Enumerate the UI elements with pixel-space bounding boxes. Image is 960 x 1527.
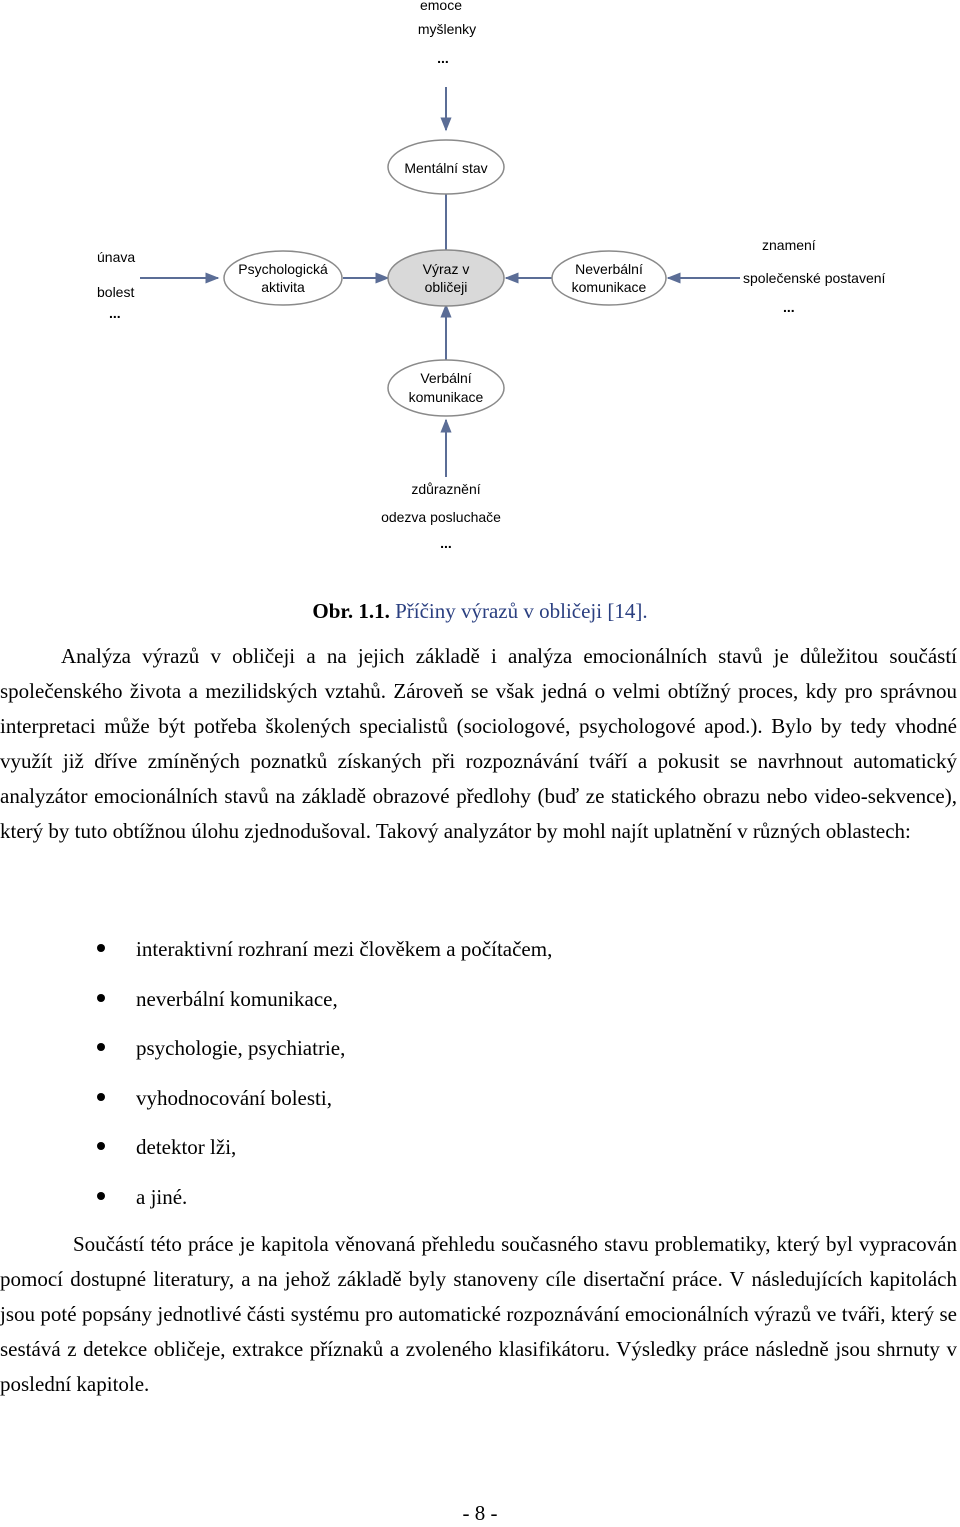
figure-caption xyxy=(0,599,960,624)
label-unava: únava xyxy=(97,249,136,265)
list-item xyxy=(0,1080,552,1130)
label-znameni: znamení xyxy=(762,237,816,253)
list-item-text: interaktivní rozhraní mezi člověkem a počítačem, xyxy=(136,937,553,961)
label-myslenky: myšlenky xyxy=(417,21,477,37)
node-verbal-line2: komunikace xyxy=(408,389,484,405)
figure-caption-text: Příčiny výrazů v obličeji [14]. xyxy=(389,599,648,623)
bullet-icon xyxy=(97,994,105,1002)
list-item-text: vyhodnocování bolesti, xyxy=(136,1085,332,1110)
bullet-icon xyxy=(97,944,105,952)
list-item xyxy=(0,981,552,1031)
list-item-text: a jiné. xyxy=(136,1184,188,1209)
figure-number: Obr. 1.1. xyxy=(312,599,390,623)
node-verbal xyxy=(388,360,504,416)
list-item-text: detektor lži, xyxy=(136,1135,237,1159)
application-areas-list xyxy=(0,931,552,1228)
node-verbal-line1: Verbální xyxy=(420,370,472,386)
label-bottom-ellipsis: ... xyxy=(440,535,452,551)
node-face-expression xyxy=(388,250,504,306)
label-zduazneni: zdůraznění xyxy=(411,481,481,497)
list-item-text: psychologie, psychiatrie, xyxy=(136,1036,346,1060)
label-odezva-posluchace: odezva posluchače xyxy=(381,509,501,525)
node-psych-activity xyxy=(224,251,342,305)
node-mental-state xyxy=(388,140,504,194)
node-psych-activity-line1: Psychologická xyxy=(238,261,328,277)
label-bolest: bolest xyxy=(97,284,135,300)
page-number: - 8 - xyxy=(462,1501,498,1525)
label-top-ellipsis: ... xyxy=(437,50,449,66)
bullet-icon xyxy=(97,1093,105,1101)
list-item-text: neverbální komunikace, xyxy=(136,986,338,1011)
list-item xyxy=(0,1179,552,1229)
node-nonverbal-line1: Neverbální xyxy=(575,261,643,277)
paragraph-outline: Součástí této práce je kapitola věnovaná přehledu současného stavu problematiky, který byl vypracován pomocí dostupné literatury, a na jehož základě byly stanoveny cíle disertační práce. V následujících kapitolách jsou poté popsány jednotlivé části systému pro automatické rozpoznávání emocionálních výrazů ve tváři, který se sestává z detekce obličeje, extrakce příznaků a zvoleného klasifikátoru. Výsledky práce následně jsou shrnuty v poslední kapitole. xyxy=(0,1232,957,1396)
node-psych-activity-line2: aktivita xyxy=(261,279,305,295)
node-nonverbal xyxy=(552,251,666,305)
paragraph-intro: Analýza výrazů v obličeji a na jejich základě i analýza emocionálních stavů je důležitou součástí společenského života a mezilidských vztahů. Zároveň se však jedná o velmi obtížný proces, kdy pro správnou interpretaci může být potřeba školených specialistů (sociologové, psychologové apod.). Bylo by tedy vhodné využít již dříve zmíněných poznatků získaných při rozpoznávání tváří a pokusit se navrhnout automatický analyzátor emocionálních stavů na základě obrazové předlohy (buď ze statického obrazu nebo video-sekvence), který by tuto obtížnou úlohu zjednodušoval. Takový analyzátor by mohl najít uplatnění v různých oblastech: xyxy=(0,644,957,843)
bullet-icon xyxy=(97,1192,105,1200)
label-spolecenske-postaveni: společenské postavení xyxy=(743,270,886,286)
bullet-icon xyxy=(97,1142,105,1150)
node-face-expression-line2: obličeji xyxy=(424,279,468,295)
list-item xyxy=(0,1030,552,1080)
node-mental-state-label: Mentální stav xyxy=(404,160,488,176)
label-left-ellipsis: ... xyxy=(109,305,121,321)
list-item xyxy=(0,931,552,981)
label-emoce: emoce xyxy=(419,0,463,13)
bullet-icon xyxy=(97,1043,105,1051)
node-nonverbal-line2: komunikace xyxy=(571,279,647,295)
label-right-ellipsis: ... xyxy=(783,299,795,315)
node-face-expression-line1: Výraz v xyxy=(422,261,470,277)
face-expression-causes-diagram xyxy=(0,0,960,590)
list-item xyxy=(0,1129,552,1179)
